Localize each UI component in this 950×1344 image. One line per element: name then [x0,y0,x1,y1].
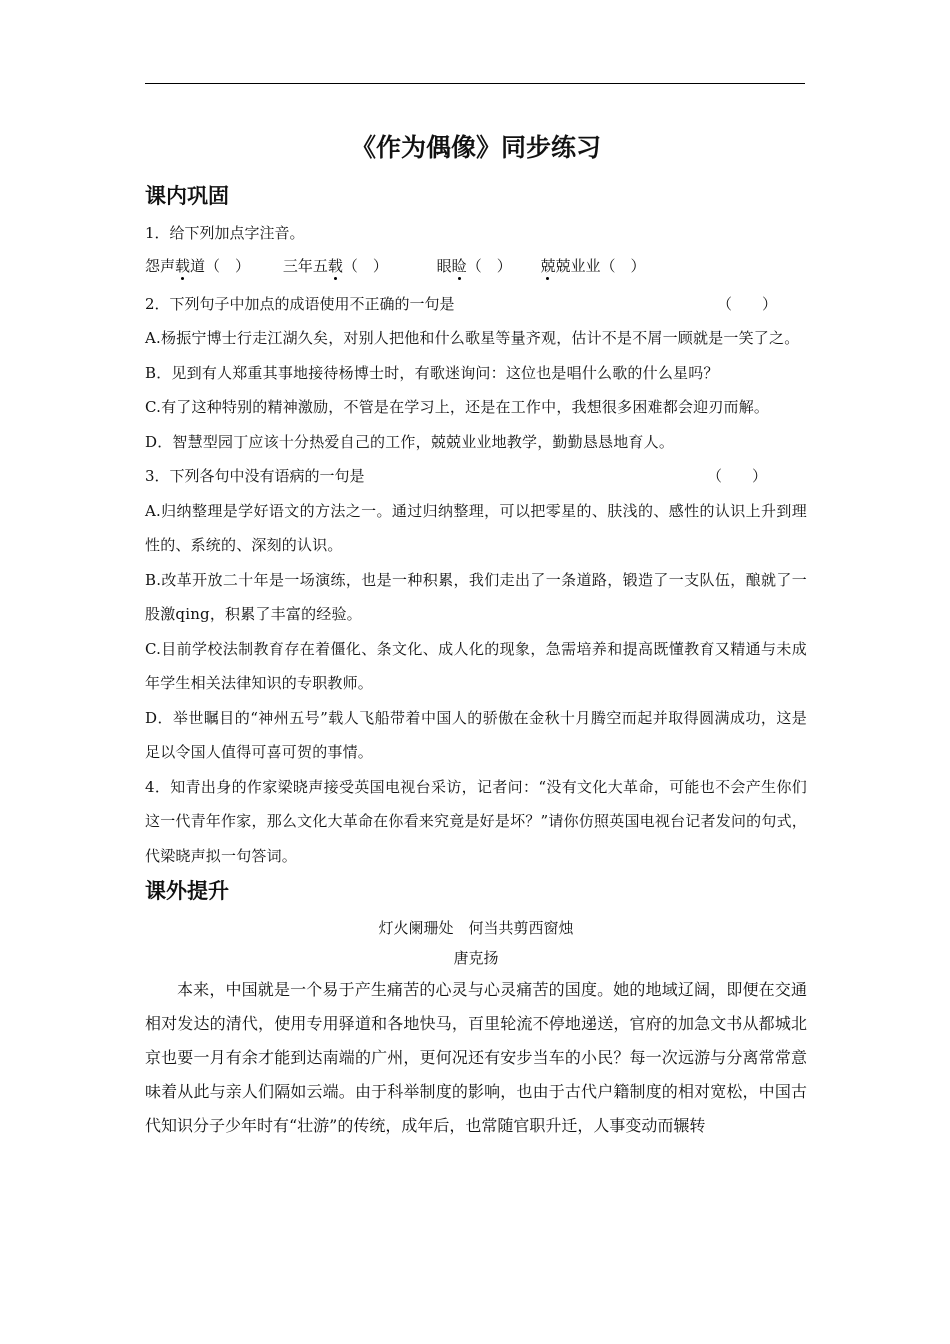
question-3-option-a: A.归纳整理是学好语文的方法之一。通过归纳整理，可以把零星的、肤浅的、感性的认识上升到理性的、系统的、深刻的认识。 [145,501,807,554]
article-author: 唐克扬 [453,949,499,967]
question-4: 4．知青出身的作家梁晓声接受英国电视台采访，记者问：“没有文化大革命，可能也不会产生你们这一代青年作家，那么文化大革命在你看来究竟是好是坏？”请你仿照英国电视台记者发问的句式，代梁晓声拟一句答词。 [145,777,807,865]
article-title: 灯火阑珊处 何当共剪西窗烛 [378,919,574,937]
question-2-option-a: A.杨振宁博士行走江湖久矣，对别人把他和什么歌星等量齐观，估计不是不屑一顾就是一笑了之。 [145,329,800,347]
question-3-option-b: B.改革开放二十年是一场演练，也是一种积累，我们走出了一条道路，锻造了一支队伍，酿就了一股激qing，积累了丰富的经验。 [145,570,807,623]
question-3-text: 3．下列各句中没有语病的一句是 [145,467,365,485]
article-paragraph: 本来，中国就是一个易于产生痛苦的心灵与心灵痛苦的国度。她的地域辽阔，即便在交通相对发达的清代，使用专用驿道和各地快马，百里轮流不停地递送，官府的加急文书从都城北京也要一月有余才能到达南端的广州，更何况还有安步当车的小民？每一次远游与分离常常意味着从此与亲人们隔如云端。由于科举制度的影响，也由于古代户籍制度的相对宽松，中国古代知识分子少年时有“壮游”的传统，成年后，也常随官职升迁，人事变动而辗转 [145,980,807,1135]
document-page [145,130,807,1143]
question-1-stem: 1．给下列加点字注音。 [145,224,305,242]
header-rule [145,83,805,84]
document-title: 《作为偶像》同步练习 [350,133,601,162]
question-2-option-c: C.有了这种特别的精神激励，不管是在学习上，还是在工作中，我想很多困难都会迎刃而解。 [145,398,770,416]
q1-item-2: 三年五载（ ） [282,256,388,275]
question-3-stem [145,459,807,494]
question-2-text: 2．下列句子中加点的成语使用不正确的一句是 [145,294,455,313]
q1-item-4: 兢兢业业（ ） [540,256,646,275]
question-1-items [145,251,807,281]
q1-item-1: 怨声载道（ ） [145,256,251,275]
question-3-answer-bracket: （ ） [706,467,767,485]
q1-item-3: 眼睑（ ） [436,256,512,275]
question-2-option-b: B．见到有人郑重其事地接待杨博士时，有歌迷询问：这位也是唱什么歌的什么星吗？ [145,363,719,382]
question-2-option-d: D．智慧型园丁应该十分热爱自己的工作，兢兢业业地教学，勤勤恳恳地育人。 [145,432,675,451]
question-3-option-d: D．举世瞩目的“神州五号”载人飞船带着中国人的骄傲在金秋十月腾空而起并取得圆满成功，这是足以令国人值得可喜可贺的事情。 [145,708,807,761]
question-2-stem [145,287,807,322]
section-heading-in-class: 课内巩固 [145,184,229,208]
section-heading-extracurricular: 课外提升 [145,879,229,903]
question-2-answer-bracket: （ ） [716,294,777,313]
question-3-option-c: C.目前学校法制教育存在着僵化、条文化、成人化的现象，急需培养和提高既懂教育又精通与未成年学生相关法律知识的专职教师。 [145,639,807,692]
